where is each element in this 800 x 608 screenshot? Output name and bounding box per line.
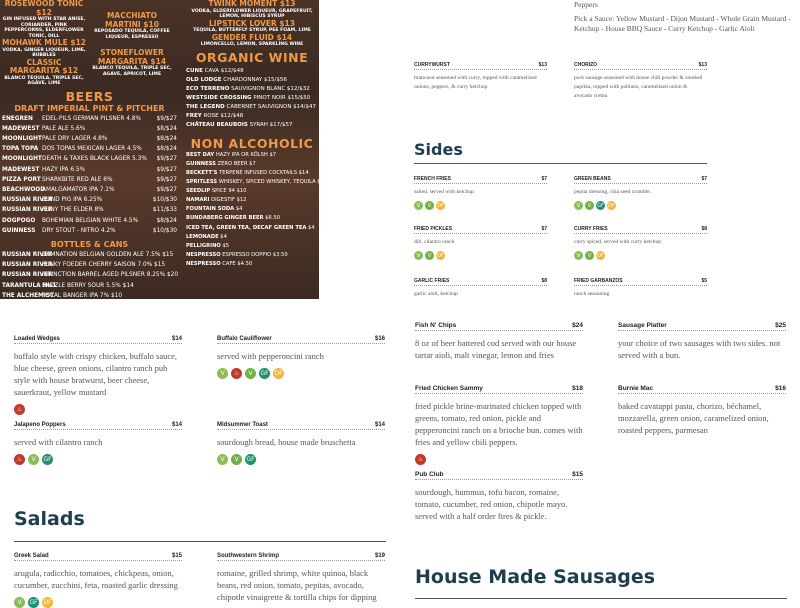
wine-title: ORGANIC WINE: [195, 49, 309, 65]
df-icon: DF: [43, 599, 52, 606]
item-price: $19: [374, 553, 385, 559]
side-item: [414, 175, 547, 210]
vegan-icon: V: [425, 251, 434, 260]
side-item: [414, 225, 547, 260]
veg-icon: V: [28, 454, 39, 465]
bottle-row: RUSSIAN RIVER INTINCTION BARREL AGED PILSNER 8.25% $20: [2, 272, 179, 279]
board-cocktail: MOHAWK MULE $12 VODKA, GINGER LIQUEUR, LIME, BUBBLES: [2, 38, 87, 58]
beer-row: MOONLIGHT PALE DRY LAGER 4.8% $8/$24: [2, 135, 177, 142]
bottle-row: RUSSIAN RIVER FUNKY FOEDER CHERRY SAISON 7.0% $15: [2, 262, 166, 269]
item-description: ranch seasoning: [574, 291, 610, 297]
item-name: Burnie Mac: [618, 385, 654, 392]
bottle-row: TARANTULA HILL DAZZLE BERRY SOUR 5.5% $14: [2, 282, 134, 289]
main-item: [415, 320, 583, 361]
na-row: GUINNESS ZERO BEER $7: [186, 161, 256, 168]
wine-row: OLD LODGE CHARDONNAY $15/$56: [186, 76, 287, 83]
item-name: Buffalo Cauliflower: [217, 336, 272, 342]
df-icon: DF: [608, 202, 615, 209]
wine-list: [186, 67, 318, 131]
vegan-icon: V: [231, 454, 242, 465]
veg-icon: V: [414, 201, 423, 210]
bottle-row: RUSSIAN RIVER DAMNATION BELGIAN GOLDEN ALE 7.5% $15: [2, 251, 174, 258]
df-icon: DF: [274, 370, 283, 377]
na-row: NESPRESSO CAFE $4.50: [186, 260, 253, 267]
na-row: NAMARI DIGESTIF $12: [186, 197, 247, 204]
salads-divider: [14, 541, 386, 542]
item-description: pepita dressing, chia seed crumble.: [574, 189, 651, 195]
bottle-row: THE ALCHEMIST FOCAL BANGER IPA 7% $10: [2, 292, 123, 299]
spicy-icon: ♨: [14, 404, 25, 415]
item-price: $7: [541, 226, 547, 232]
item-name: FRIED PICKLES: [414, 226, 453, 232]
beers-title: BEERS: [65, 88, 114, 104]
gf-icon: GF: [43, 456, 52, 463]
vegan-icon: V: [585, 251, 594, 260]
wine-row: CHÂTEAU BEAUBOIS SYRAH $17/$57: [186, 122, 293, 129]
bottles-title: BOTTLES & CANS: [50, 239, 129, 249]
item-name: Pub Club: [415, 471, 444, 478]
beer-row: RUSSIAN RIVER BLIND PIG IPA 6.25% $10/$30: [2, 197, 177, 204]
veg-icon: V: [14, 597, 25, 608]
main-item: [618, 383, 786, 436]
beer-row: TOPA TOPA DOS TOPAS MEXICAN LAGER 4.5% $8/$24: [2, 146, 177, 153]
beers-subtitle: DRAFT IMPERIAL PINT & PITCHER: [14, 103, 165, 113]
side-item: [574, 175, 707, 210]
item-name: Southwestern Shrimp: [217, 553, 280, 559]
main-item: [415, 469, 583, 522]
beer-list: [2, 114, 177, 236]
bottle-list: [2, 250, 177, 301]
side-item: [414, 277, 547, 299]
board-right-column: [186, 0, 328, 269]
salads-title: Salads: [14, 508, 85, 530]
item-name: Fish N' Chips: [415, 322, 457, 329]
item-name: Fried Chicken Sammy: [415, 385, 483, 392]
item-description: served with pepperoncini ranch: [217, 351, 324, 361]
na-row: BECKETT'S TERPENE INFUSED COCKTAILS $14: [186, 170, 309, 177]
board-cocktail: STONEFLOWER MARGARITA $14 BLANCO TEQUILA, TRIPLE SEC, AGAVE, APRICOT, LIME: [92, 48, 172, 77]
item-name: GREEN BEANS: [574, 176, 611, 182]
gf-icon: GF: [597, 202, 604, 209]
item-description: sourdough, hummus, tofu bacon, romaine, tomato, cucumber, red onion, chipotle mayo. served with a half order fires & pickle.: [415, 487, 568, 521]
gf-icon: GF: [260, 370, 269, 377]
item-description: served with cilantro ranch: [14, 437, 103, 447]
vegan-icon: V: [245, 368, 256, 379]
item-description: buffalo style with crispy chicken, buffalo sauce, blue cheese, green onions, cilantro ranch pub style with house bratwurst, beer cheese, sauerkraut, yellow mustard: [14, 351, 178, 397]
na-row: SPRITLESS WHISKEY, SPICED WHISKEY, TEQUILA $15: [186, 179, 328, 186]
wine-row: WESTSIDE CROSSING PINOT NOIR $15/$50: [186, 94, 311, 101]
item-name: CURRY FRIES: [574, 226, 608, 232]
board-cocktail: CLASSIC MARGARITA $12 BLANCO TEQUILA, TRIPLE SEC, AGAVE, LIME: [4, 57, 84, 86]
item-price: $16: [775, 385, 786, 392]
na-list: [186, 151, 328, 269]
main-item: [415, 383, 583, 465]
item-description: 8 oz of beer battered cod served with our house tartar aioli, malt vinegar, lemon and fries: [415, 338, 577, 360]
board-cocktail: GENDER FLUID $14 LIMONCELLO, LEMON, SPARKLING WINE: [200, 32, 304, 47]
appetizer-item: [14, 333, 182, 415]
item-name: Greek Salad: [14, 553, 49, 559]
item-description: baked cavatappi pasta, chorizo, béchamel, mozzarella, green onion, caramelized onion, roasted peppers, parmesan: [618, 401, 769, 435]
wine-row: ECO TERRENO SAUVIGNON BLANC $12/$32: [186, 85, 310, 92]
na-row: NESPRESSO ESPRESSO DOPPIO $3.50: [186, 251, 288, 258]
vegan-icon: V: [425, 201, 434, 210]
veg-icon: V: [574, 251, 583, 260]
item-price: $15: [171, 553, 182, 559]
board-left-column: [2, 0, 177, 301]
appetizer-item: [14, 419, 182, 465]
item-price: $7: [701, 176, 707, 182]
salad-item: [217, 550, 385, 603]
item-price: $25: [775, 322, 786, 329]
item-price: $8: [701, 226, 707, 232]
main-item: [618, 320, 786, 361]
na-row: LEMONADE $4: [186, 233, 227, 240]
sausages-title: House Made Sausages: [415, 566, 656, 588]
item-price: $7: [541, 176, 547, 182]
drinks-board-photo: [0, 0, 328, 299]
beer-row: BEACHWOOD AMALGAMATOR IPA 7.1% $9/$27: [2, 186, 177, 193]
gf-icon: GF: [246, 456, 255, 463]
sausages-divider: [415, 598, 787, 599]
item-price: $14: [171, 422, 182, 428]
item-description: dill, cilantro ranch: [414, 239, 455, 245]
item-price: $14: [171, 336, 182, 342]
beer-row: GUINNESS DRY STOUT - NITRO 4.2% $10/$30: [2, 227, 177, 234]
df-icon: DF: [437, 202, 444, 209]
veg-icon: V: [574, 201, 583, 210]
sauce-note: Peppers Pick a Sauce: Yellow Mustard - Dijon Mustard - Whole Grain Mustard - Ketchup - House BBQ Sauce - Curry Ketchup - Garlic Aioli: [574, 0, 791, 33]
spicy-icon: ♨: [14, 454, 25, 465]
side-item: [574, 277, 707, 299]
item-name: Jalapeno Poppers: [14, 422, 66, 428]
item-description: arugula, radicchio, tomatoes, chickpeas, onion, cucumber, zucchini, feta, roasted garlic dressing: [14, 568, 178, 590]
item-description: romaine, grilled shrimp, white quinoa, black beans, red onion, tomato, pepitas, avocado, chipotle vinaigrette & tortilla chips for dipping: [217, 568, 377, 602]
df-icon: DF: [437, 252, 444, 259]
item-name: Midsummer Toast: [217, 422, 268, 428]
appetizer-item: [217, 333, 385, 379]
salad-item: [14, 550, 182, 608]
item-price: $8: [541, 278, 547, 284]
board-cocktail: MACCHIATO MARTINI $10 REPOSADO TEQUILA, COFFEE LIQUEUR, ESPRESSO: [94, 11, 170, 40]
item-description: your choice of two sausages with two sides. not served with a bun.: [618, 338, 781, 360]
menu-item-currywurst: CURRYWURST $13 bratwurst seasoned with curry, topped with caramelized onions, peppers, & curry ketchup: [414, 62, 547, 90]
spicy-icon: ♨: [415, 454, 426, 465]
beer-row: MADEWEST PALE ALE 5.6% $8/$24: [2, 125, 177, 132]
item-price: $18: [572, 385, 583, 392]
item-name: Sausage Platter: [618, 322, 667, 329]
side-item: [574, 225, 707, 260]
na-row: FOUNTAIN SODA $4: [186, 206, 243, 213]
sides-title: Sides: [414, 140, 463, 159]
gf-icon: GF: [29, 599, 38, 606]
item-description: curry spiced, served with curry ketchup: [574, 239, 662, 245]
beer-row: ENEGREN EDEL-PILS GERMAN PILSNER 4.8% $9/$27: [2, 115, 177, 122]
item-description: garlic aioli, ketchup: [414, 291, 458, 297]
item-name: GARLIC FRIES: [414, 278, 450, 284]
item-price: $15: [572, 471, 583, 478]
item-description: sourdough bread, house made bruschetta: [217, 437, 356, 447]
beer-row: MOONLIGHT DEATH & TAXES BLACK LAGER 5.3% $9/$27: [2, 156, 177, 163]
na-row: BEST DAY HAZY IPA OR KÖLSH $7: [186, 152, 277, 159]
board-cocktail: LIPSTICK LOVER $13 TEQUILA, BUTTERFLY SYRUP, PEE FOAM, LIME: [193, 18, 311, 33]
beer-row: DOGPOGO BOHEMIAN BELGIAN WHITE 4.5% $8/$24: [2, 217, 177, 224]
na-title: NON ALCOHOLIC: [190, 136, 314, 152]
menu-item-chorizo: CHORIZO $13 pork sausage seasoned with house chili powder & smoked paprika, topped with poblano, caramelized onion & avocado crema: [574, 62, 707, 99]
item-price: $24: [572, 322, 583, 329]
item-description: salted, served with ketchup: [414, 189, 474, 195]
vegan-icon: V: [585, 201, 594, 210]
veg-icon: V: [414, 251, 423, 260]
spicy-icon: ♨: [231, 368, 242, 379]
board-cocktail: ROSEWOOD TONIC $12 GIN INFUSED WITH STAR ANISE, CORIANDER, PINK PEPPERCORNS, ELDERFLOWER TONIC, DILL: [2, 0, 86, 39]
wine-row: FREY ROSE $12/$48: [186, 112, 244, 119]
item-name: FRIED GARBANZOS: [574, 278, 623, 284]
item-name: Loaded Wedges: [14, 336, 60, 342]
veg-icon: V: [217, 368, 228, 379]
beer-row: MADEWEST HAZY IPA 6.5% $9/$27: [2, 166, 177, 173]
item-name: FRENCH FRIES: [414, 176, 451, 182]
na-row: ICED TEA, GREEN TEA, DECAF GREEN TEA $4: [186, 224, 315, 231]
item-description: fried pickle brine-marinated chicken topped with greens, tomato, red onion, pickle and pepperoncini ranch on a brioche bun. comes with fries and yellow chili peppers.: [415, 401, 583, 447]
na-row: BUNDABERG GINGER BEER $6.50: [186, 215, 281, 222]
wine-row: CUNE CAVA $12/$48: [186, 67, 244, 74]
wine-row: THE LEGEND CABERNET SAUVIGNON $14/$47: [186, 103, 317, 110]
na-row: PELLIGRINO $5: [186, 242, 230, 249]
board-cocktail: TWINK MOMENT $13 VODKA, ELDERFLOWER LIQUEUR, GRAPEFRUIT, LEMON, HIBISCUS SYRUP: [191, 0, 313, 19]
appetizer-item: [217, 419, 385, 465]
df-icon: DF: [597, 252, 604, 259]
item-price: $14: [374, 422, 385, 428]
beer-row: PIZZA PORT SHARKBITE RED ALE 6% $9/$27: [2, 176, 177, 183]
beer-row: RUSSIAN RIVER PLINY THE ELDER 8% $11/$33: [2, 207, 177, 214]
item-price: $16: [374, 336, 385, 342]
sides-divider: [414, 163, 707, 164]
veg-icon: V: [217, 454, 228, 465]
na-row: SEEDLIP SPICE 94 $10: [186, 188, 247, 195]
item-price: $5: [701, 278, 707, 284]
